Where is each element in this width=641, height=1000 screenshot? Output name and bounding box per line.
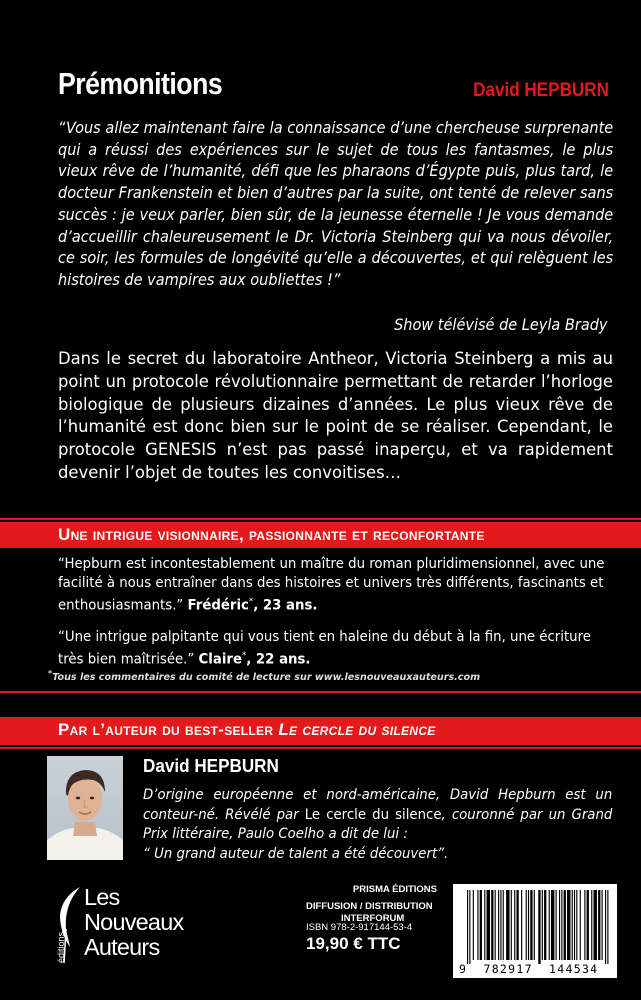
barcode-bar: [534, 890, 535, 960]
barcode-group-1: 782917: [483, 962, 533, 976]
barcode-bar: [584, 890, 585, 960]
barcode-bar: [511, 890, 512, 960]
band-auteur-line-bottom: [0, 747, 641, 749]
barcode-bar: [538, 890, 540, 964]
barcode-bar: [605, 890, 606, 964]
barcode-bar: [521, 890, 522, 960]
band-top-line: [0, 518, 641, 520]
opening-quote: “Vous allez maintenant faire la connaissance d’une chercheuse surprenante qui a réussi des expériences sur le sujet de tous les fantasmes, le plus vieux rêve de l’humanité, défi que les pharaons d’Égypte puis, plus tard, le docteur Frankenstein et bien d’autres par la suite, ont tenté de relever sans succès : je veux parler, bien sûr, de la jeunesse éternelle ! Je vous demande d’accueillir chaleureusement le Dr. Victoria Steinberg qui va nous dévoiler, ce soir, les formules de longévité qu’elle a découvertes, et qui relèguent les histoires de vampires aux oubliettes !”: [58, 119, 614, 289]
bio-text-2: , couronné par un Grand Prix littéraire, Paulo Coelho a dit de lui :: [143, 806, 613, 842]
barcode-bar: [587, 890, 589, 960]
barcode-first-digit: 9: [459, 962, 468, 976]
footnote-text: Tous les commentaires du comité de lecture sur www.lesnouveauxauteurs.com: [52, 672, 481, 684]
band-auteur-line: [0, 691, 641, 693]
logo-line-1: Les: [84, 884, 120, 910]
publisher-logo: [54, 885, 214, 965]
barcode-bar: [551, 890, 554, 960]
book-title: Prémonitions: [58, 66, 223, 101]
synopsis: Dans le secret du laboratoire Antheor, Victoria Steinberg a mis au point un protocole révolutionnaire permettant de retarder l’horloge biologique de plusieurs dizaines d’années. Le plus vieux rêve de l’humanité est donc bien sur le point de se réaliser. Cependant, le protocole GENESIS n’est pas passé inaperçu, et va rapidement devenir l’objet de toutes les convoitises…: [58, 349, 613, 482]
barcode-bar: [498, 890, 499, 960]
isbn: ISBN 978-2-917144-53-4: [306, 922, 413, 933]
distribution-line-1: DIFFUSION / DISTRIBUTION: [306, 901, 433, 912]
quote-source: Show télévisé de Leyla Brady: [393, 316, 607, 334]
barcode-bar: [500, 890, 501, 960]
barcode-bar: [607, 890, 608, 964]
author-bio: [143, 786, 612, 864]
bio-text-1: D’origine européenne et nord-américaine, David Hepburn est un conteur-né. Révélé par: [143, 787, 613, 823]
portrait-illustration: [47, 756, 123, 860]
band-visionnaire-text: Une intrigue visionnaire, passionnante et reconfortante: [58, 525, 485, 544]
reviewer-age: , 23 ans.: [253, 597, 318, 614]
barcode-bar: [556, 890, 557, 960]
bio-quote: “ Un grand auteur de talent a été découvert”.: [143, 845, 449, 862]
barcode-bar: [467, 890, 468, 964]
review-claire: [58, 628, 619, 670]
band-auteur-book: Le cercle du silence: [278, 720, 436, 739]
barcode-bar: [544, 890, 546, 960]
barcode-bar: [572, 890, 573, 960]
barcode-bar: [574, 890, 575, 960]
review-text: “Une intrigue palpitante qui vous tient en haleine du début à la fin, une écriture très bien maîtrisée.”: [58, 629, 591, 668]
reviewer-name: Claire: [198, 651, 242, 668]
barcode-bars: [453, 884, 617, 964]
footnote-mark: *: [241, 651, 247, 661]
barcode-bar: [561, 890, 562, 960]
imprint: PRISMA ÉDITIONS: [352, 884, 437, 895]
logo-line-2: Nouveaux: [84, 909, 184, 935]
reviewer-age: , 22 ans.: [246, 651, 311, 668]
review-text: “Hepburn est incontestablement un maître du roman pluridimensionnel, avec une facilité à nous entraîner dans des histoires et univers très différents, fascinants et enthousiasmants.”: [58, 556, 605, 614]
barcode-bar: [503, 890, 504, 960]
barcode-bar: [542, 890, 543, 960]
band-auteur-text: [58, 720, 436, 740]
barcode-bar: [495, 890, 496, 960]
reviewer-name: Frédéric: [187, 597, 249, 614]
logo-wordmark: [84, 885, 183, 960]
barcode-bar: [516, 890, 518, 960]
footnote-star: *: [48, 669, 53, 678]
barcode-bar: [526, 890, 527, 960]
barcode-bar: [567, 890, 570, 960]
barcode-bar: [484, 890, 485, 960]
barcode-group-2: 144534: [549, 962, 599, 976]
barcode-bar: [602, 890, 603, 960]
band-auteur-prefix: Par l’auteur du best-seller: [58, 720, 279, 739]
barcode-bar: [576, 890, 577, 960]
review-frederic: [58, 555, 619, 616]
barcode-bar: [528, 890, 529, 960]
author-name-top: David HEPBURN: [473, 80, 609, 101]
bio-book-title: Le cercle du silence: [304, 806, 442, 823]
barcode-bar: [549, 890, 550, 960]
distribution-line-2: INTERFORUM: [341, 913, 405, 924]
barcode-bar: [506, 890, 509, 960]
logo-vertical-text: éditions: [56, 931, 66, 963]
barcode: [453, 884, 617, 978]
barcode-bar: [487, 890, 490, 960]
barcode-bar: [480, 890, 482, 960]
footnote: [48, 669, 480, 683]
barcode-bar: [477, 890, 478, 960]
barcode-bar: [530, 890, 532, 960]
barcode-bar: [559, 890, 560, 960]
barcode-bar: [491, 890, 493, 960]
price: 19,90 € TTC: [306, 934, 401, 953]
barcode-bar: [514, 890, 515, 960]
barcode-bar: [591, 890, 592, 960]
footnote-mark: *: [248, 597, 254, 607]
barcode-bar: [580, 890, 581, 960]
barcode-number: [459, 962, 615, 976]
bio-author-name: David HEPBURN: [143, 756, 279, 776]
barcode-bar: [473, 890, 474, 960]
author-portrait: [47, 756, 123, 860]
barcode-bar: [594, 890, 597, 960]
barcode-bar: [564, 890, 566, 960]
barcode-bar: [598, 890, 600, 960]
logo-line-3: Auteurs: [84, 934, 160, 960]
barcode-bar: [469, 890, 470, 964]
